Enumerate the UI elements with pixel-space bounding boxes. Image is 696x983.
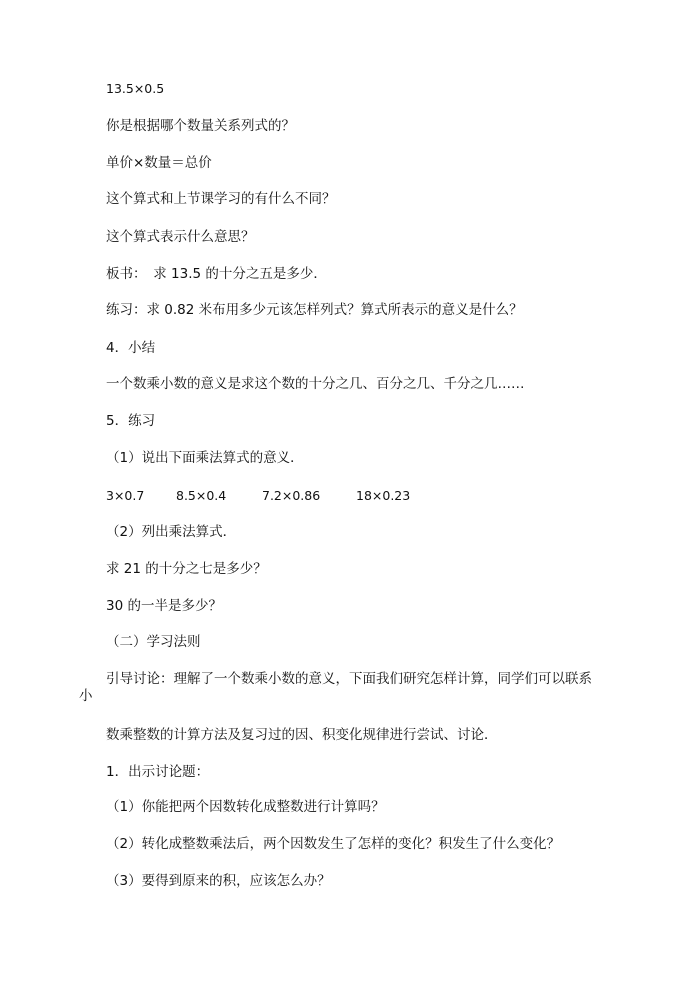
exercise-item: （2）列出乘法算式．: [106, 524, 237, 540]
question-line: 你是根据哪个数量关系列式的？: [106, 118, 295, 134]
section-heading: （二）学习法则: [106, 634, 201, 650]
discussion-line: 数乘整数的计算方法及复习过的因、积变化规律进行尝试、讨论．: [106, 727, 498, 743]
relation-line: 单价×数量＝总价: [106, 155, 212, 171]
summary-line: 一个数乘小数的意义是求这个数的十分之几、百分之几、千分之几……: [106, 376, 525, 392]
question-line: 30 的一半是多少？: [106, 598, 222, 614]
exercise-item: （1）说出下面乘法算式的意义．: [106, 450, 304, 466]
section-heading: 4．小结: [106, 340, 156, 356]
question-line: 这个算式表示什么意思？: [106, 229, 255, 245]
section-heading: 5．练习: [106, 413, 156, 429]
question-line: 求 21 的十分之七是多少？: [106, 561, 267, 577]
discussion-question: （2）转化成整数乘法后，两个因数发生了怎样的变化？积发生了什么变化？: [106, 836, 561, 852]
section-heading: 1．出示讨论题：: [106, 764, 210, 780]
formula: 18×0.23: [356, 488, 411, 503]
wrapped-character: 小: [79, 688, 93, 704]
question-line: 这个算式和上节课学习的有什么不同？: [106, 191, 336, 207]
exercise-line: 练习：求 0.82 米布用多少元该怎样列式？算式所表示的意义是什么？: [106, 302, 523, 318]
formula: 7.2×0.86: [262, 488, 321, 503]
formula: 3×0.7: [106, 488, 145, 503]
discussion-question: （3）要得到原来的积，应该怎么办？: [106, 873, 331, 889]
discussion-line: 引导讨论：理解了一个数乘小数的意义，下面我们研究怎样计算，同学们可以联系: [106, 671, 592, 687]
board-note-line: 板书： 求 13.5 的十分之五是多少．: [106, 266, 327, 282]
formula: 8.5×0.4: [176, 488, 227, 503]
formula-row: [106, 487, 410, 505]
expression-line: 13.5×0.5: [106, 81, 165, 96]
discussion-question: （1）你能把两个因数转化成整数进行计算吗？: [106, 799, 385, 815]
